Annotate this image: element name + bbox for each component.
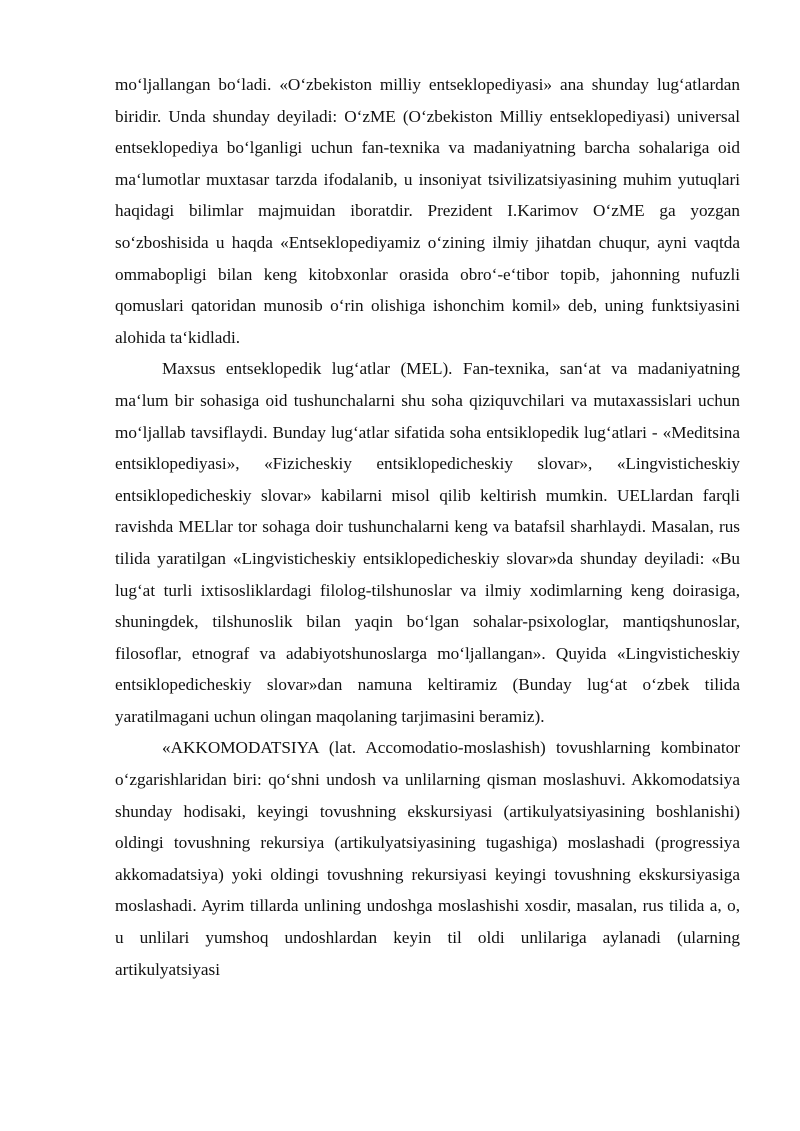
paragraph-encyclopedia-uzbek: moʻljallangan boʻladi. «Oʻzbekiston milliy entseklopediyasi» ana shunday lugʻatlardan biridir. Unda shunday deyiladi: OʻzME (Oʻzbekiston Milliy entseklopediyasi) universal entseklopediya boʻlganligi uchun fan-texnika va madaniyatning barcha sohalariga oid maʻlumotlar muxtasar tarzda ifodalanib, u insoniyat tsivilizatsiyasining muhim yutuqlari haqidagi bilimlar majmuidan iboratdir. Prezident I.Karimov OʻzME ga yozgan soʻzboshisida u haqda «Entseklopediyamiz oʻzining ilmiy jihatdan chuqur, ayni vaqtda ommabopligi bilan keng kitobxonlar orasida obroʻ-eʻtibor topib, jahonning nufuzli qomuslari qatoridan munosib oʻrin olishiga ishonchim komil» deb, uning funktsiyasini alohida taʻkidladi. [115, 75, 740, 347]
body-text [115, 69, 740, 985]
paragraph-special-encyclopedic-dictionaries: Maxsus entseklopedik lugʻatlar (MEL). Fan-texnika, sanʻat va madaniyatning maʻlum bir sohasiga oid tushunchalarni shu soha qiziquvchilari va mutaxassislari uchun moʻljallab tavsiflaydi. Bunday lugʻatlar sifatida soha entsiklopedik lugʻatlari - «Meditsina entsiklopediyasi», «Fizicheskiy entsiklopedicheskiy slovar», «Lingvisticheskiy entsiklopedicheskiy slovar» kabilarni misol qilib keltirish mumkin. UELlardan farqli ravishda MELlar tor sohaga doir tushunchalarni keng va batafsil sharhlaydi. Masalan, rus tilida yaratilgan «Lingvisticheskiy entsiklopedicheskiy slovar»da shunday deyiladi: «Bu lugʻat turli ixtisosliklardagi filolog-tilshunoslar va ilmiy xodimlarning keng doirasiga, shuningdek, tilshunoslik bilan yaqin boʻlgan sohalar-psixologlar, mantiqshunoslar, filosoflar, etnograf va adabiyotshunoslarga moʻljallangan». Quyida «Lingvisticheskiy entsiklopedicheskiy slovar»dan namuna keltiramiz (Bunday lugʻat oʻzbek tilida yaratilmagani uchun olingan maqolaning tarjimasini beramiz). [115, 359, 740, 726]
paragraph-accommodation-entry: «AKKOMODATSIYA (lat. Accomodatio-moslashish) tovushlarning kombinator oʻzgarishlaridan biri: qoʻshni undosh va unlilarning qisman moslashuvi. Akkomodatsiya shunday hodisaki, keyingi tovushning ekskursiyasi (artikulyatsiyasining boshlanishi) oldingi tovushning rekursiya (artikulyatsiyasining tugashiga) moslashadi (progressiya akkomadatsiya) yoki oldingi tovushning rekursiyasi keyingi tovushning ekskursiyasiga moslashadi. Ayrim tillarda unlining undoshga moslashishi xosdir, masalan, rus tilida a, o, u unlilari yumshoq undoshlardan keyin til oldi unlilariga aylanadi (ularning artikulyatsiyasi [115, 738, 740, 979]
